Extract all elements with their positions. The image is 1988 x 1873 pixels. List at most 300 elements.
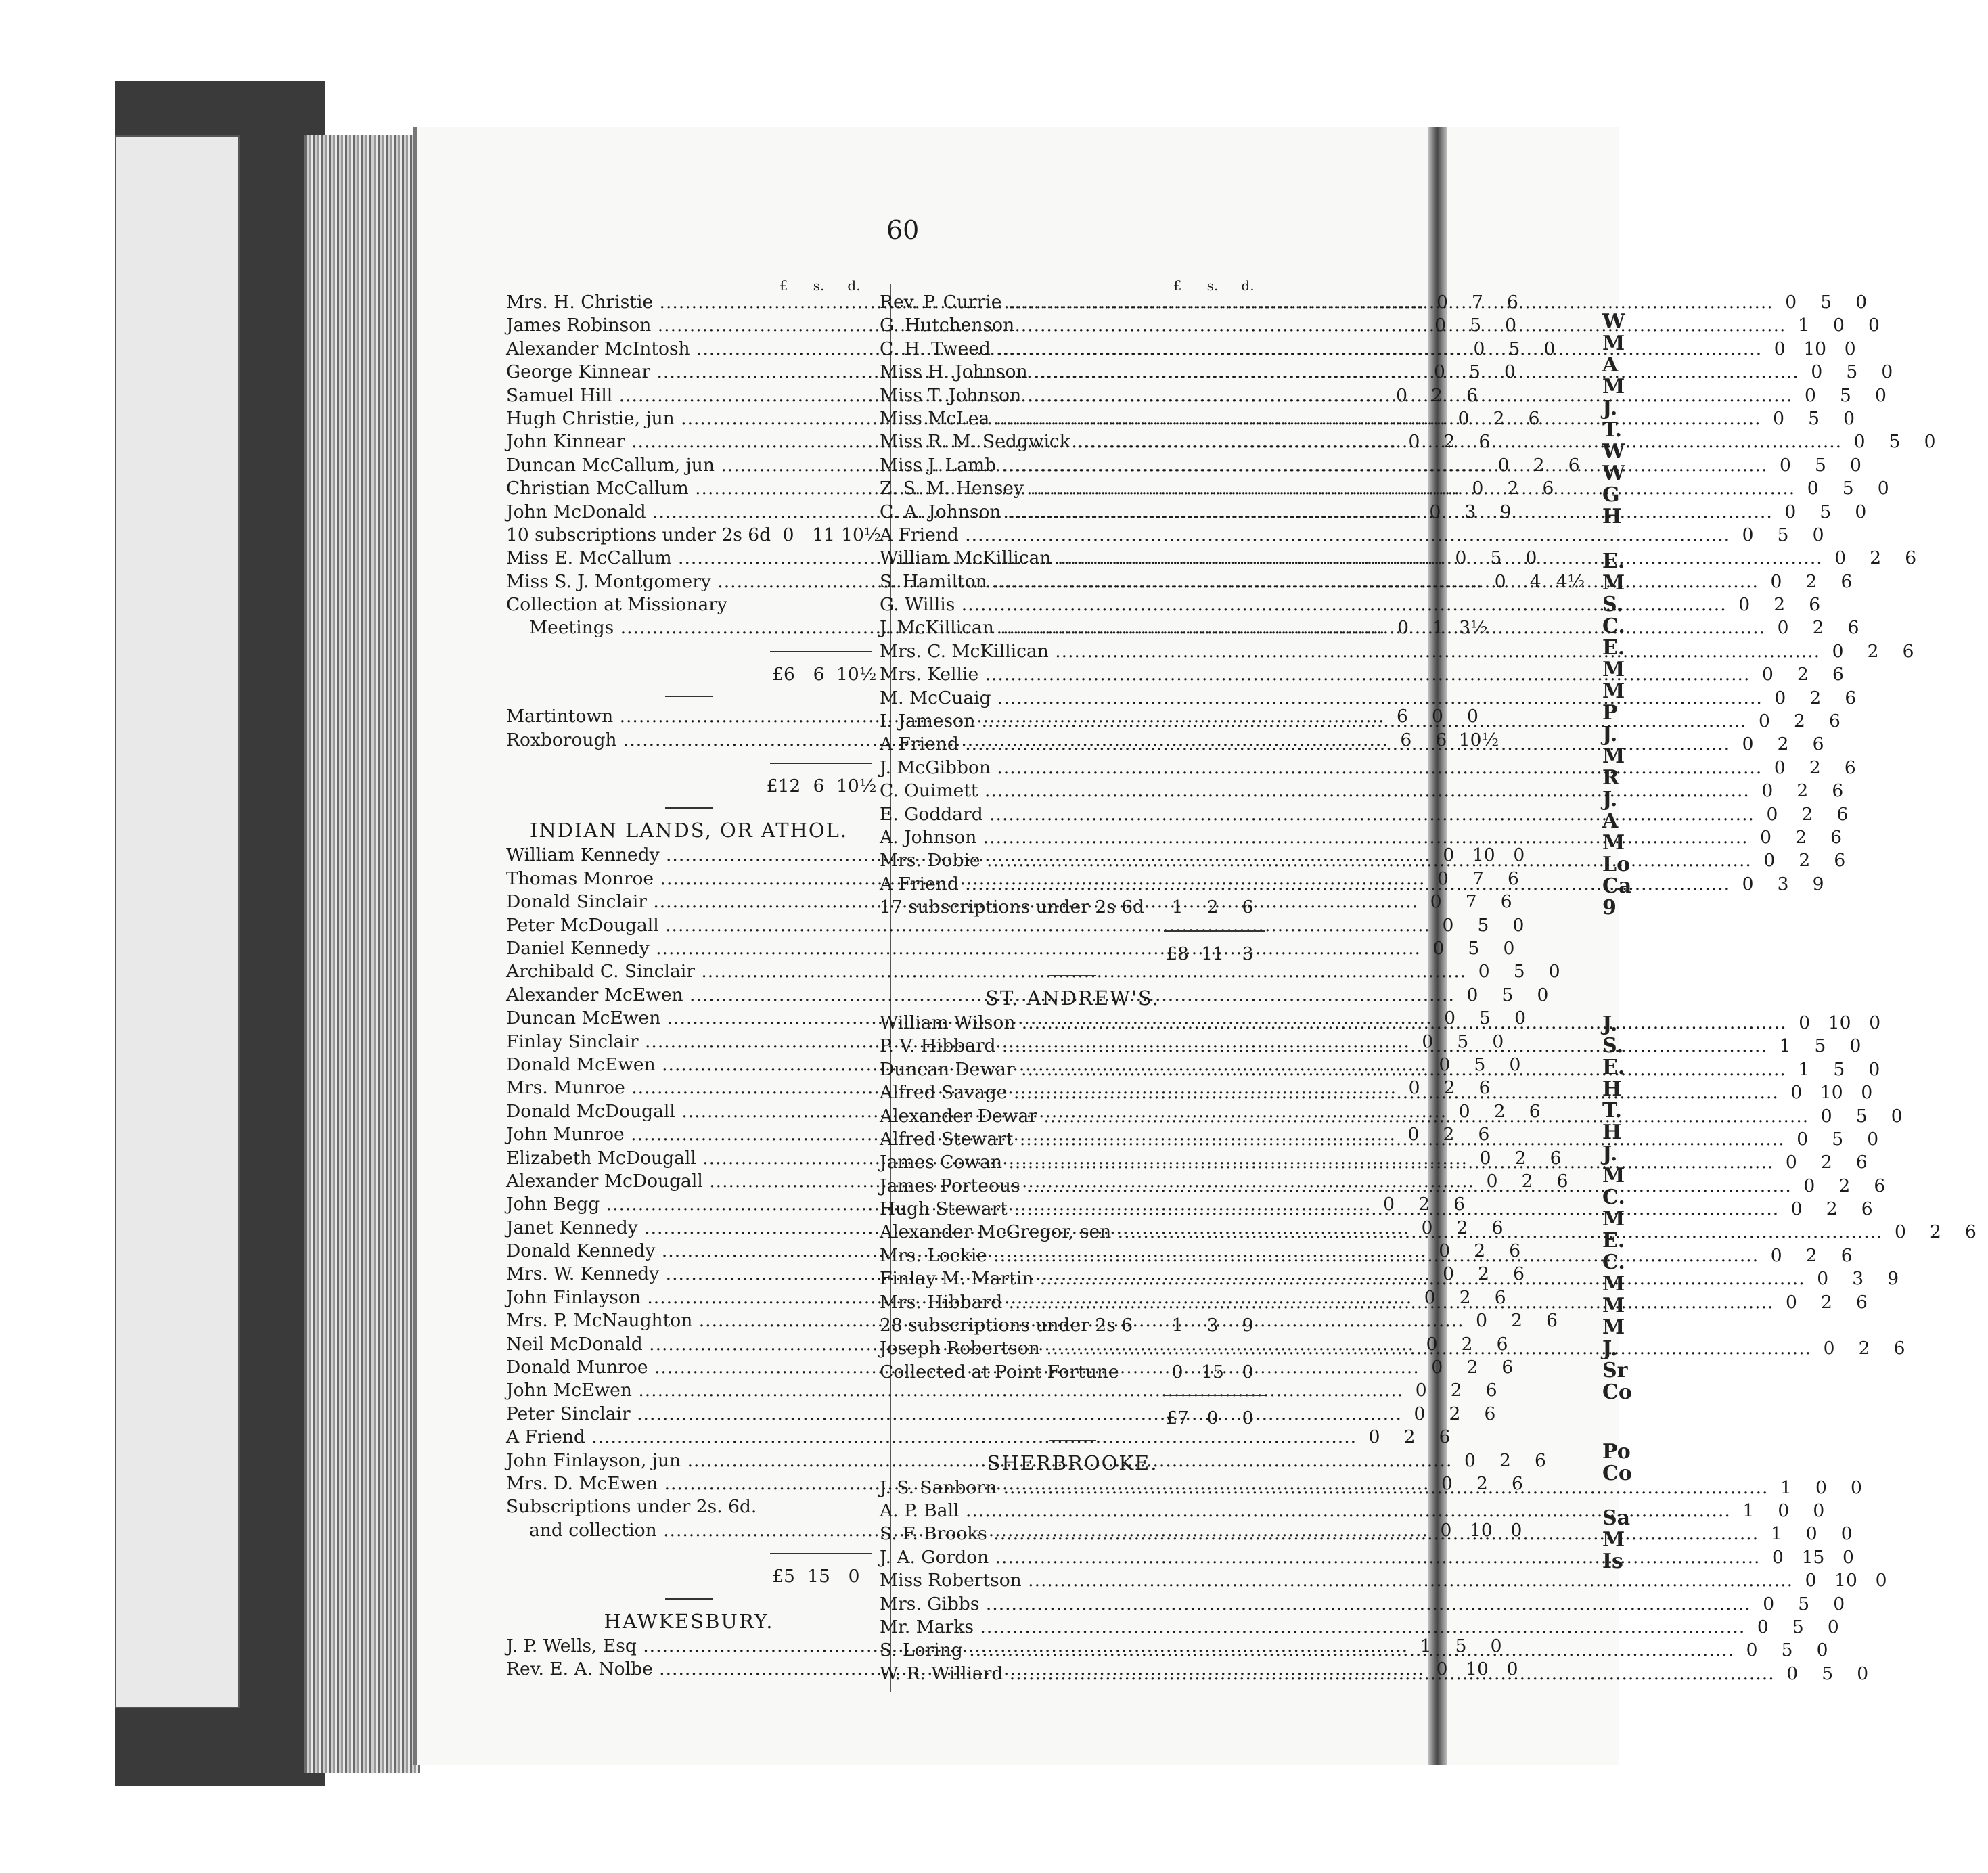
subscription-row bbox=[880, 687, 1857, 710]
subscription-row bbox=[880, 291, 1868, 314]
pounds-value: 0 bbox=[1486, 1170, 1498, 1192]
shillings-value: 2 bbox=[1507, 478, 1519, 499]
pounds-value: 0 bbox=[1817, 1268, 1829, 1290]
subscriber-name: Subscriptions under 2s. 6d. bbox=[506, 1496, 757, 1518]
pence-value: 0 bbox=[1843, 407, 1855, 429]
subscriber-name: Alexander McIntosh ..... bbox=[506, 338, 1462, 361]
pence-value: 0 bbox=[1849, 454, 1861, 476]
total-rule bbox=[506, 752, 872, 775]
pence-value: 10½ bbox=[841, 524, 882, 545]
next-page-letter: M bbox=[1602, 679, 1625, 703]
pounds-value: 0 bbox=[1415, 1380, 1427, 1401]
pounds-value: 0 bbox=[1458, 1100, 1470, 1122]
pence-value: 0 bbox=[1813, 1499, 1825, 1521]
pence-value: 6 bbox=[1478, 431, 1491, 453]
pence-value: 0 bbox=[1877, 478, 1889, 499]
page-number: 60 bbox=[886, 215, 920, 245]
shillings-value: 2 bbox=[1493, 1100, 1506, 1122]
subscriber-name: Mrs. Dobie ..... bbox=[880, 849, 1752, 872]
shillings-value: 3 bbox=[1464, 501, 1476, 522]
next-page-letter: J. bbox=[1602, 1142, 1618, 1166]
pounds-value: 0 bbox=[1472, 478, 1484, 499]
next-page-letter: M bbox=[1602, 332, 1625, 355]
pence-value: 0 bbox=[1924, 431, 1936, 453]
subscriber-name: Alexander McEwen ..... bbox=[506, 984, 1455, 1007]
pounds-value: 0 bbox=[1779, 454, 1791, 476]
pounds-value: 0 bbox=[1478, 961, 1490, 983]
subscriber-name: C. A. Johnson ..... bbox=[880, 501, 1773, 524]
subscription-row bbox=[880, 826, 1843, 849]
pence-value: 0 bbox=[1466, 706, 1478, 727]
pounds-value: 0 bbox=[1774, 338, 1786, 359]
subscription-row bbox=[506, 1403, 1496, 1426]
shillings-value: 2 bbox=[1459, 1286, 1471, 1308]
subscriber-name: Donald Munroe ..... bbox=[506, 1356, 1420, 1379]
shillings-value: 5 bbox=[1508, 338, 1520, 359]
total-rule bbox=[506, 640, 872, 663]
shillings-value: 5 bbox=[1468, 361, 1481, 383]
pounds-value: 0 bbox=[1494, 570, 1506, 592]
shillings-value: 5 bbox=[1820, 292, 1832, 313]
subscription-row bbox=[880, 1244, 1853, 1267]
subscription-row bbox=[880, 1012, 1881, 1035]
shillings-value: 2 bbox=[1820, 1152, 1832, 1173]
pounds-value: 0 bbox=[1397, 617, 1409, 639]
shillings-total: 11 bbox=[1201, 943, 1224, 964]
subscriber-name: C. H. Tweed ..... bbox=[880, 338, 1762, 361]
subscriber-name: Mrs. H. Christie ..... bbox=[506, 291, 1424, 314]
pence-value: 0 bbox=[1503, 937, 1515, 959]
subscriber-name: J. A. Gordon ..... bbox=[880, 1546, 1760, 1569]
subscriber-name: Mrs. Munroe ..... bbox=[506, 1077, 1397, 1100]
pence-value: 0 bbox=[1242, 1361, 1254, 1382]
pence-value: 0 bbox=[1840, 1523, 1853, 1545]
shillings-value: 2 bbox=[1431, 384, 1443, 406]
subscriber-name: J. S. Sanborn ..... bbox=[880, 1476, 1768, 1499]
next-page-letter: W bbox=[1602, 440, 1625, 464]
section-separator bbox=[665, 807, 713, 809]
shillings-value: 5 bbox=[1455, 1635, 1467, 1656]
pounds-value: 0 bbox=[1763, 850, 1776, 872]
pence-value: 0 bbox=[1868, 315, 1880, 336]
shillings-value: 6 bbox=[1435, 729, 1447, 750]
pounds-value: 0 bbox=[1797, 1128, 1809, 1150]
pence-value: 6 bbox=[1856, 1291, 1868, 1313]
subtotal-row bbox=[506, 1565, 872, 1588]
pounds-value: 0 bbox=[1774, 757, 1786, 778]
shillings-value: 5 bbox=[1501, 984, 1514, 1006]
pounds-value: 0 bbox=[1832, 640, 1844, 662]
pounds-value: 0 bbox=[1430, 891, 1442, 913]
pence-value: 0 bbox=[1514, 1008, 1526, 1029]
next-page-letter: M bbox=[1602, 1528, 1625, 1552]
shillings-value: 5 bbox=[1814, 1035, 1826, 1057]
pounds-value: 0 bbox=[1757, 1616, 1769, 1638]
shillings-value: 2 bbox=[1443, 1077, 1455, 1099]
shillings-value: 5 bbox=[1846, 361, 1858, 383]
next-page-letter: T. bbox=[1602, 1099, 1622, 1123]
pence-value: 6 bbox=[1511, 1472, 1523, 1494]
section-heading: HAWKESBURY. bbox=[604, 1609, 774, 1633]
book-cover bbox=[115, 81, 325, 1786]
pence-value: 0 bbox=[1844, 338, 1856, 359]
pence-total: 3 bbox=[1242, 943, 1254, 964]
next-page-letter: W bbox=[1602, 461, 1625, 485]
pence-value: 6 bbox=[1453, 1194, 1465, 1215]
pence-value: 9 bbox=[1812, 873, 1824, 895]
shillings-value: 2 bbox=[1533, 454, 1545, 476]
pence-value: 0 bbox=[1843, 1546, 1854, 1568]
next-page-letter: A bbox=[1602, 353, 1619, 377]
shillings-value: 2 bbox=[1799, 850, 1811, 872]
pounds-value: 0 bbox=[782, 524, 794, 545]
shillings-value: 2 bbox=[1456, 1217, 1468, 1238]
shillings-value: 7 bbox=[1465, 891, 1477, 913]
shillings-value: 2 bbox=[1795, 826, 1807, 848]
subscriber-name: Rev. P. Currie ..... bbox=[880, 291, 1774, 314]
shillings-value: 2 bbox=[1809, 687, 1822, 708]
shillings-value: 2 bbox=[1777, 734, 1789, 755]
subscriber-name: Mrs. P. McNaughton ..... bbox=[506, 1309, 1464, 1332]
subscriber-name: Alexander McDougall ..... bbox=[506, 1170, 1474, 1193]
subscription-row bbox=[880, 1361, 1265, 1384]
next-page-letter: C. bbox=[1602, 1186, 1625, 1209]
total-rule bbox=[506, 1542, 872, 1565]
pence-value: 9 bbox=[1499, 501, 1512, 522]
subscriber-name: Duncan McEwen ..... bbox=[506, 1007, 1432, 1030]
shillings-value: 10 bbox=[1828, 1012, 1851, 1033]
next-page-letter: S. bbox=[1602, 1034, 1624, 1058]
pounds-value: 0 bbox=[1433, 361, 1445, 383]
pounds-value: 0 bbox=[1759, 710, 1770, 732]
subscriber-name: Christian McCallum ..... bbox=[506, 477, 1460, 500]
pounds-value: 0 bbox=[1811, 361, 1823, 383]
pence-value: 0 bbox=[1849, 1035, 1861, 1057]
pounds-value: 0 bbox=[1785, 292, 1797, 313]
subscription-row bbox=[880, 361, 1893, 384]
pounds-value: 0 bbox=[1443, 844, 1455, 866]
pence-value: 6 bbox=[1529, 1100, 1541, 1122]
subscriber-name: Miss McLea ..... bbox=[880, 407, 1761, 430]
next-page-letter: E. bbox=[1602, 549, 1625, 573]
pence-value: 4½ bbox=[1556, 570, 1585, 592]
pounds-value: 0 bbox=[1426, 1333, 1438, 1355]
shillings-value: 2 bbox=[1206, 897, 1219, 918]
shillings-value: 5 bbox=[1474, 1054, 1486, 1075]
subscriber-name: Donald Kennedy ..... bbox=[506, 1240, 1427, 1263]
pounds-value: 0 bbox=[1368, 1426, 1380, 1448]
subscriber-name: Roxborough ..... bbox=[506, 729, 1388, 752]
pence-value: 6 bbox=[1855, 1152, 1868, 1173]
subscription-row bbox=[506, 914, 1524, 937]
pence-value: 0 bbox=[1869, 1012, 1881, 1033]
pounds-value: 0 bbox=[1786, 1291, 1797, 1313]
subscriber-name: Mrs. Hibbard ..... bbox=[880, 1291, 1774, 1314]
pounds-value: 0 bbox=[1439, 1240, 1451, 1262]
shillings-value: 1 bbox=[1432, 617, 1444, 639]
pounds-value: 6 bbox=[1400, 729, 1412, 750]
next-page-letter: E. bbox=[1602, 1056, 1625, 1079]
subscriber-name: Donald Sinclair ..... bbox=[506, 890, 1418, 913]
shillings-total: 0 bbox=[1206, 1407, 1219, 1429]
subscription-row bbox=[506, 1495, 872, 1518]
pence-value: 6 bbox=[1845, 687, 1857, 708]
subscription-row bbox=[880, 477, 1889, 500]
subscriber-name: M. McCuaig ..... bbox=[880, 687, 1763, 710]
pence-value: 0 bbox=[1543, 338, 1556, 359]
subscriber-name: 10 subscriptions under 2s 6d bbox=[506, 524, 771, 545]
pence-value: 6 bbox=[1485, 1380, 1497, 1401]
shillings-value: 0 bbox=[1833, 315, 1845, 336]
next-page-letter: H bbox=[1602, 1077, 1622, 1101]
subscriber-name: Miss R. M. Sedgwick ..... bbox=[880, 430, 1842, 453]
pounds-value: 0 bbox=[1436, 292, 1448, 313]
subscription-row bbox=[880, 1314, 1265, 1337]
pounds-value: 0 bbox=[1784, 501, 1797, 522]
subscriber-name: George Kinnear ..... bbox=[506, 361, 1422, 384]
pounds-value: 1 bbox=[1171, 1315, 1183, 1336]
subscriber-name: Daniel Kennedy ..... bbox=[506, 937, 1421, 960]
pounds-value: 0 bbox=[1396, 384, 1407, 406]
shillings-value: 5 bbox=[1457, 1031, 1469, 1052]
shillings-value: 2 bbox=[1797, 664, 1809, 685]
pounds-value: 0 bbox=[1434, 315, 1446, 336]
total-rule bbox=[880, 1384, 1265, 1407]
next-page-letter: Po bbox=[1602, 1440, 1631, 1464]
next-page-letter: E. bbox=[1602, 1229, 1625, 1253]
shillings-value: 5 bbox=[1855, 1105, 1868, 1127]
subscriber-name: Janet Kennedy ..... bbox=[506, 1217, 1409, 1240]
pence-value: 6 bbox=[1832, 664, 1844, 685]
subscription-row bbox=[880, 1267, 1899, 1290]
subscriber-name: S. F. Brooks ..... bbox=[880, 1522, 1759, 1545]
pence-value: 6 bbox=[1507, 867, 1519, 889]
pence-value: 6 bbox=[1840, 570, 1853, 592]
subscriber-name: Hugh Christie, jun ..... bbox=[506, 407, 1446, 430]
shillings-value: 5 bbox=[1820, 501, 1832, 522]
pence-value: 0 bbox=[1867, 1128, 1879, 1150]
pounds-value: 0 bbox=[1458, 407, 1470, 429]
subscriber-name: John Kinnear ..... bbox=[506, 430, 1397, 453]
subscriber-name: A Friend ..... bbox=[880, 733, 1730, 756]
pence-value: 6 bbox=[1550, 1147, 1562, 1169]
pounds-value: 0 bbox=[1766, 803, 1778, 825]
shillings-value: 5 bbox=[1808, 407, 1820, 429]
subscription-row bbox=[880, 663, 1844, 686]
subscription-row bbox=[880, 1616, 1839, 1639]
pence-value: 6 bbox=[1501, 1357, 1514, 1378]
pence-header: d. bbox=[1241, 277, 1255, 294]
shillings-value: 0 bbox=[1815, 1476, 1827, 1498]
subscriber-name: Mrs. W. Kennedy ..... bbox=[506, 1263, 1431, 1286]
pounds-value: 0 bbox=[1770, 570, 1782, 592]
subscriber-name: Miss J. Lamb ..... bbox=[880, 454, 1767, 477]
total-rule bbox=[880, 920, 1265, 943]
section-heading: ST. ANDREW'S. bbox=[985, 986, 1160, 1010]
pounds-value: 0 bbox=[1763, 1593, 1775, 1615]
next-page-letter: H bbox=[1602, 1121, 1622, 1144]
pence-value: 6 bbox=[1836, 803, 1849, 825]
subscription-row bbox=[880, 1198, 1873, 1221]
shillings-value: 5 bbox=[1477, 914, 1489, 936]
section-separator bbox=[1049, 1440, 1096, 1441]
subscription-row bbox=[880, 501, 1867, 524]
next-page-letter: J. bbox=[1602, 1337, 1618, 1361]
pounds-value: 0 bbox=[1439, 1054, 1451, 1075]
shillings-value: 2 bbox=[1449, 1403, 1461, 1424]
pence-value: 0 bbox=[1868, 1058, 1880, 1080]
pounds-value: 0 bbox=[1803, 1175, 1815, 1196]
pence-value: 6 bbox=[1829, 710, 1840, 732]
shillings-value: 5 bbox=[1777, 524, 1789, 545]
subscriber-name: J. P. Wells, Esq ..... bbox=[506, 1635, 1408, 1658]
pounds-value: 0 bbox=[1786, 1663, 1799, 1684]
subscriber-name: Neil McDonald ..... bbox=[506, 1333, 1414, 1356]
pence-total: 0 bbox=[848, 1566, 860, 1587]
subscription-row bbox=[880, 1035, 1861, 1058]
pounds-value: 1 bbox=[1171, 897, 1183, 918]
shillings-value: 5 bbox=[1840, 384, 1851, 406]
pence-value: 0 bbox=[1525, 547, 1537, 569]
pence-value: 6 bbox=[1847, 617, 1859, 639]
subscription-row bbox=[880, 1151, 1868, 1174]
section-heading: SHERBROOKE. bbox=[987, 1451, 1158, 1474]
shillings-value: 10 bbox=[1472, 844, 1495, 866]
shillings-total: 6 bbox=[813, 775, 825, 797]
shillings-value: 5 bbox=[1479, 1008, 1491, 1029]
shillings-value: 2 bbox=[1821, 1291, 1832, 1313]
pounds-value: 0 bbox=[1464, 1449, 1476, 1471]
next-page-letter: J. bbox=[1602, 788, 1618, 811]
pence-value: 9 bbox=[1887, 1268, 1899, 1290]
pence-value: 0 bbox=[1512, 914, 1524, 936]
subscription-row bbox=[880, 1105, 1903, 1128]
subscription-row bbox=[880, 757, 1856, 780]
pence-value: 6 bbox=[1568, 454, 1580, 476]
pence-value: 6 bbox=[1812, 734, 1824, 755]
pence-value: 6 bbox=[1844, 757, 1856, 778]
pence-value: 6 bbox=[1439, 1426, 1451, 1448]
subscription-row bbox=[880, 524, 1824, 547]
subscriber-name: Mrs. Lockie ..... bbox=[880, 1244, 1759, 1267]
pence-value: 0 bbox=[1855, 292, 1868, 313]
subscriber-name: Mrs. Kellie ..... bbox=[880, 663, 1750, 686]
subtotal-row bbox=[506, 663, 877, 686]
next-page-letter: Co bbox=[1602, 1462, 1632, 1485]
subscriber-name: Miss Robertson ..... bbox=[880, 1569, 1793, 1592]
pence-value: 6 bbox=[1832, 780, 1844, 802]
subscription-row bbox=[880, 407, 1855, 430]
shillings-value: 2 bbox=[1443, 1124, 1455, 1146]
next-page-letter: G bbox=[1602, 483, 1620, 507]
shillings-value: 2 bbox=[1801, 803, 1813, 825]
subscriber-name: A Friend ..... bbox=[506, 1426, 1357, 1449]
pounds-value: 0 bbox=[1772, 1546, 1784, 1568]
shillings-value: 10 bbox=[1834, 1570, 1857, 1592]
pence-value: 0 bbox=[1548, 961, 1560, 983]
pounds-value: 0 bbox=[1895, 1221, 1906, 1243]
shillings-value: 2 bbox=[1443, 431, 1455, 453]
section-separator bbox=[665, 1598, 713, 1600]
shillings-value: 2 bbox=[1450, 1380, 1462, 1401]
pounds-value: 0 bbox=[1442, 914, 1454, 936]
next-page-letter: R bbox=[1602, 766, 1619, 790]
pounds-value: 0 bbox=[1436, 1658, 1448, 1679]
shillings-value: 2 bbox=[1403, 1426, 1416, 1448]
subscriber-name: William Wilson ..... bbox=[880, 1012, 1787, 1035]
next-page-letter: Sa bbox=[1602, 1506, 1631, 1530]
next-page-letter: M bbox=[1602, 1164, 1625, 1188]
subscription-row bbox=[880, 1175, 1886, 1198]
next-page-letter: Co bbox=[1602, 1380, 1632, 1404]
subscription-row bbox=[880, 593, 1821, 616]
subscription-row bbox=[880, 1291, 1868, 1314]
shillings-value: 5 bbox=[1513, 961, 1525, 983]
shillings-value: 2 bbox=[1478, 1263, 1489, 1285]
shillings-value: 7 bbox=[1472, 867, 1484, 889]
subscriber-name: and collection ..... bbox=[506, 1519, 1428, 1542]
subscriber-name: Meetings ..... bbox=[506, 616, 1386, 639]
next-page-letter: M bbox=[1602, 571, 1625, 595]
pence-value: 6 bbox=[1965, 1221, 1976, 1243]
shillings-value: 2 bbox=[1812, 617, 1824, 639]
shillings-value: 2 bbox=[1774, 594, 1786, 616]
pounds-total: £7 bbox=[1166, 1407, 1189, 1429]
next-page-letter: T. bbox=[1602, 418, 1622, 442]
pence-value: 6 bbox=[1905, 547, 1917, 569]
subscriber-name: C. Ouimett ..... bbox=[880, 780, 1750, 803]
pence-value: 6 bbox=[1556, 1170, 1568, 1192]
subscription-row bbox=[880, 1337, 1905, 1360]
subtotal-row bbox=[880, 1407, 1265, 1430]
subscription-row bbox=[880, 338, 1856, 361]
subscriber-name: A Friend ..... bbox=[880, 524, 1730, 547]
subscriber-name: E. Goddard ..... bbox=[880, 803, 1755, 826]
shillings-value: 7 bbox=[1471, 292, 1483, 313]
subscriber-name: Mrs. D. McEwen ..... bbox=[506, 1472, 1429, 1495]
pence-value: 0 bbox=[1812, 524, 1824, 545]
subtotal-row bbox=[880, 943, 1265, 966]
pence-total: 10½ bbox=[836, 663, 877, 685]
pounds-total: £5 bbox=[772, 1566, 795, 1587]
subscription-row bbox=[880, 1522, 1853, 1545]
pounds-value: 0 bbox=[1790, 1082, 1803, 1104]
shillings-value: 2 bbox=[1867, 640, 1879, 662]
pence-value: 9 bbox=[1242, 1315, 1254, 1336]
subscriber-name: Martintown ..... bbox=[506, 705, 1384, 728]
pounds-value: 0 bbox=[1444, 1008, 1455, 1029]
column-header bbox=[506, 277, 872, 294]
subscription-row bbox=[880, 1639, 1828, 1662]
pounds-total: £12 bbox=[766, 775, 801, 797]
next-page-letter: S. bbox=[1602, 593, 1624, 616]
pence-value: 6 bbox=[1478, 1124, 1490, 1146]
shillings-header: s. bbox=[813, 277, 825, 294]
subscriber-name: John McEwen ..... bbox=[506, 1379, 1403, 1402]
subscriber-name: Collection at Missionary bbox=[506, 594, 727, 616]
shillings-value: 3 bbox=[1852, 1268, 1864, 1290]
subscriber-name: Alexander McGregor, sen ..... bbox=[880, 1221, 1882, 1244]
subscription-row bbox=[880, 384, 1887, 407]
pounds-value: 0 bbox=[1441, 1472, 1453, 1494]
pence-value: 0 bbox=[1855, 501, 1867, 522]
shillings-value: 15 bbox=[1201, 1361, 1224, 1382]
pence-value: 6 bbox=[1484, 1403, 1496, 1424]
subscriber-name: Duncan McCallum, jun ..... bbox=[506, 454, 1486, 477]
next-page-letter: H bbox=[1602, 505, 1622, 528]
next-page-letter: M bbox=[1602, 1315, 1625, 1339]
subscriber-name: A. P. Ball ..... bbox=[880, 1499, 1731, 1522]
